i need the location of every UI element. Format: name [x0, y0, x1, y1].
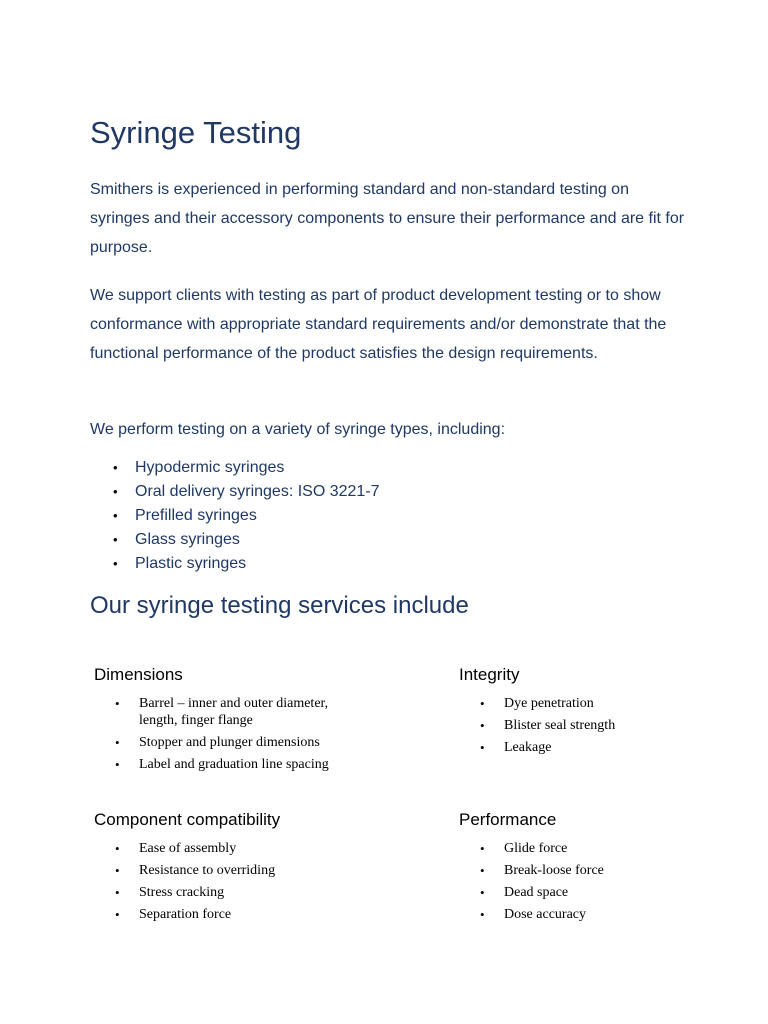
list-item: [459, 695, 719, 712]
list-item-text: Hypodermic syringes: [135, 459, 285, 476]
list-item-text: Glide force: [504, 841, 568, 856]
section-list: [94, 695, 364, 773]
section-heading: Integrity: [459, 665, 520, 684]
bullet-icon: •: [113, 508, 118, 523]
bullet-icon: •: [113, 484, 118, 499]
list-item-text: Break-loose force: [504, 863, 604, 878]
bullet-icon: •: [115, 885, 120, 900]
syringe-types-list: [90, 456, 650, 576]
list-item-text: Stress cracking: [139, 885, 225, 900]
list-item-text: Separation force: [139, 907, 232, 922]
services-heading: Our syringe testing services include: [90, 592, 469, 619]
dimensions-section: [94, 663, 364, 778]
list-item: [90, 456, 650, 480]
list-item-text: Dose accuracy: [504, 907, 587, 922]
bullet-icon: •: [480, 696, 485, 711]
bullet-icon: •: [113, 532, 118, 547]
bullet-icon: •: [115, 735, 120, 750]
list-item-text: Barrel – inner and outer diameter, length, finger flange: [139, 696, 329, 728]
list-item: [90, 552, 650, 576]
support-paragraph: We support clients with testing as part of product development testing or to show conformance with appropriate standard requirements and/or demonstrate that the functional performance of the product satisfies the design requirements.: [90, 287, 667, 362]
section-list: [459, 840, 719, 923]
list-item-text: Ease of assembly: [139, 841, 237, 856]
integrity-section: [459, 663, 719, 761]
bullet-icon: •: [480, 718, 485, 733]
list-item: [94, 862, 394, 879]
list-item-text: Dye penetration: [504, 696, 594, 711]
list-item: [90, 504, 650, 528]
section-heading: Component compatibility: [94, 810, 281, 829]
list-item: [459, 840, 719, 857]
intro-paragraph: Smithers is experienced in performing standard and non-standard testing on syringes and their accessory components to ensure their performance and are fit for purpose.: [90, 181, 685, 256]
bullet-icon: •: [115, 863, 120, 878]
list-item: [90, 528, 650, 552]
section-heading: Performance: [459, 810, 557, 829]
list-item-text: Oral delivery syringes: ISO 3221-7: [135, 483, 380, 500]
list-item: [94, 695, 364, 729]
list-item: [94, 906, 394, 923]
performance-section: [459, 808, 719, 928]
list-item: [459, 862, 719, 879]
section-list: [459, 695, 719, 756]
list-item-text: Dead space: [504, 885, 569, 900]
section-list: [94, 840, 394, 923]
list-item-text: Plastic syringes: [135, 555, 247, 572]
bullet-icon: •: [480, 863, 485, 878]
list-item-text: Leakage: [504, 740, 552, 755]
list-item: [459, 717, 719, 734]
list-item-text: Glass syringes: [135, 531, 240, 548]
bullet-icon: •: [115, 841, 120, 856]
bullet-icon: •: [480, 841, 485, 856]
list-item: [459, 906, 719, 923]
list-item: [94, 756, 364, 773]
bullet-icon: •: [480, 740, 485, 755]
list-item: [459, 884, 719, 901]
list-item-text: Label and graduation line spacing: [139, 757, 329, 772]
types-intro-paragraph: We perform testing on a variety of syringe types, including:: [90, 421, 506, 438]
bullet-icon: •: [115, 907, 120, 922]
list-item-text: Resistance to overriding: [139, 863, 276, 878]
list-item: [90, 480, 650, 504]
bullet-icon: •: [480, 885, 485, 900]
section-heading: Dimensions: [94, 665, 183, 684]
list-item: [459, 739, 719, 756]
list-item-text: Prefilled syringes: [135, 507, 257, 524]
list-item: [94, 840, 394, 857]
component-compatibility-section: [94, 808, 394, 928]
list-item-text: Blister seal strength: [504, 718, 616, 733]
list-item-text: Stopper and plunger dimensions: [139, 735, 320, 750]
bullet-icon: •: [115, 757, 120, 772]
bullet-icon: •: [113, 460, 118, 475]
bullet-icon: •: [480, 907, 485, 922]
list-item: [94, 734, 364, 751]
list-item: [94, 884, 394, 901]
bullet-icon: •: [115, 696, 120, 711]
page-title: Syringe Testing: [90, 115, 302, 150]
bullet-icon: •: [113, 556, 118, 571]
